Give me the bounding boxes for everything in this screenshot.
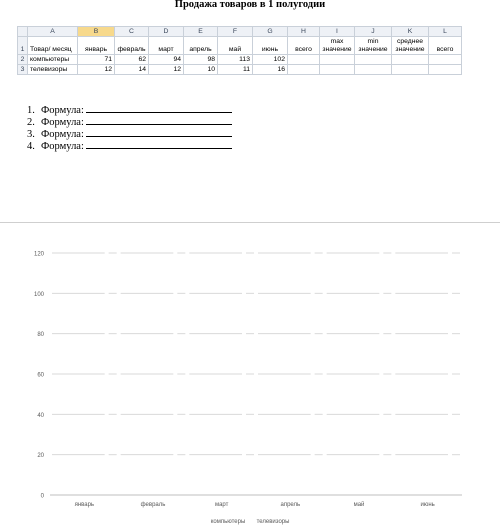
cell[interactable]: 71 xyxy=(78,55,115,65)
formula-label: Формула: xyxy=(41,105,84,116)
header-cell[interactable]: среднее значение xyxy=(392,37,429,55)
empty-chart xyxy=(0,223,500,529)
formula-number: 4. xyxy=(27,141,35,152)
cell[interactable]: 11 xyxy=(218,65,253,75)
select-all-corner[interactable] xyxy=(18,27,28,37)
y-tick-label: 40 xyxy=(37,412,44,419)
cell[interactable] xyxy=(320,65,355,75)
x-tick-label: май xyxy=(353,502,365,508)
x-tick-label: январь xyxy=(74,502,95,508)
cell[interactable] xyxy=(288,65,320,75)
formula-label: Формула: xyxy=(41,141,84,152)
column-header-h[interactable]: H xyxy=(288,27,320,37)
y-tick-label: 60 xyxy=(37,372,44,379)
cell[interactable]: 102 xyxy=(253,55,288,65)
x-tick-label: март xyxy=(214,502,229,508)
table-row xyxy=(18,65,462,75)
header-cell[interactable]: май xyxy=(218,37,253,55)
formula-item xyxy=(27,127,232,139)
formula-item xyxy=(27,139,232,151)
legend-entry: телевизоры xyxy=(256,519,290,525)
column-header-e[interactable]: E xyxy=(184,27,218,37)
cell[interactable]: телевизоры xyxy=(28,65,78,75)
column-header-c[interactable]: C xyxy=(115,27,149,37)
row-header[interactable]: 3 xyxy=(18,65,28,75)
formula-answer-line[interactable] xyxy=(86,127,232,137)
table-row xyxy=(18,55,462,65)
column-header-d[interactable]: D xyxy=(149,27,184,37)
cell[interactable] xyxy=(355,65,392,75)
cell[interactable] xyxy=(288,55,320,65)
header-cell[interactable]: июнь xyxy=(253,37,288,55)
cell[interactable] xyxy=(392,65,429,75)
cell[interactable]: 14 xyxy=(115,65,149,75)
y-tick-label: 100 xyxy=(33,291,44,298)
header-cell[interactable]: всего xyxy=(288,37,320,55)
cell[interactable]: 12 xyxy=(78,65,115,75)
formula-number: 2. xyxy=(27,117,35,128)
header-cell[interactable]: min значение xyxy=(355,37,392,55)
y-tick-label: 120 xyxy=(33,251,44,258)
cell[interactable]: 10 xyxy=(184,65,218,75)
row-header[interactable]: 2 xyxy=(18,55,28,65)
formula-item xyxy=(27,115,232,127)
cell[interactable]: 98 xyxy=(184,55,218,65)
formula-label: Формула: xyxy=(41,117,84,128)
column-header-g[interactable]: G xyxy=(253,27,288,37)
formula-answer-line[interactable] xyxy=(86,115,232,125)
cell[interactable]: 94 xyxy=(149,55,184,65)
formula-number: 3. xyxy=(27,129,35,140)
spreadsheet xyxy=(17,26,462,75)
formula-answer-line[interactable] xyxy=(86,103,232,113)
formula-answer-line[interactable] xyxy=(86,139,232,149)
column-header-a[interactable]: A xyxy=(28,27,78,37)
column-header-b[interactable]: B xyxy=(78,27,115,37)
formula-item xyxy=(27,103,232,115)
row-header[interactable]: 1 xyxy=(18,37,28,55)
cell[interactable] xyxy=(429,55,462,65)
cell[interactable]: 12 xyxy=(149,65,184,75)
cell[interactable] xyxy=(392,55,429,65)
cell[interactable]: 16 xyxy=(253,65,288,75)
y-tick-label: 0 xyxy=(40,493,44,500)
cell[interactable] xyxy=(429,65,462,75)
column-header-f[interactable]: F xyxy=(218,27,253,37)
column-header-k[interactable]: K xyxy=(392,27,429,37)
formula-number: 1. xyxy=(27,105,35,116)
header-cell[interactable]: январь xyxy=(78,37,115,55)
document-title: Продажа товаров в 1 полугодии xyxy=(174,0,326,10)
cell[interactable]: 62 xyxy=(115,55,149,65)
legend-entry: компьютеры xyxy=(210,519,246,525)
y-tick-label: 80 xyxy=(37,332,44,339)
column-header-i[interactable]: I xyxy=(320,27,355,37)
y-tick-label: 20 xyxy=(37,453,44,460)
x-tick-label: апрель xyxy=(280,502,301,508)
header-cell[interactable]: Товар/ месяц xyxy=(28,37,78,55)
header-cell[interactable]: всего xyxy=(429,37,462,55)
column-header-row xyxy=(18,27,462,37)
formula-label: Формула: xyxy=(41,129,84,140)
x-tick-label: февраль xyxy=(140,502,166,508)
cell[interactable] xyxy=(355,55,392,65)
x-tick-label: июнь xyxy=(420,502,435,508)
column-header-l[interactable]: L xyxy=(429,27,462,37)
table-row xyxy=(18,37,462,55)
formula-list xyxy=(27,103,232,151)
column-header-j[interactable]: J xyxy=(355,27,392,37)
header-cell[interactable]: март xyxy=(149,37,184,55)
cell[interactable]: компьютеры xyxy=(28,55,78,65)
header-cell[interactable]: max значение xyxy=(320,37,355,55)
cell[interactable]: 113 xyxy=(218,55,253,65)
cell[interactable] xyxy=(320,55,355,65)
header-cell[interactable]: февраль xyxy=(115,37,149,55)
header-cell[interactable]: апрель xyxy=(184,37,218,55)
